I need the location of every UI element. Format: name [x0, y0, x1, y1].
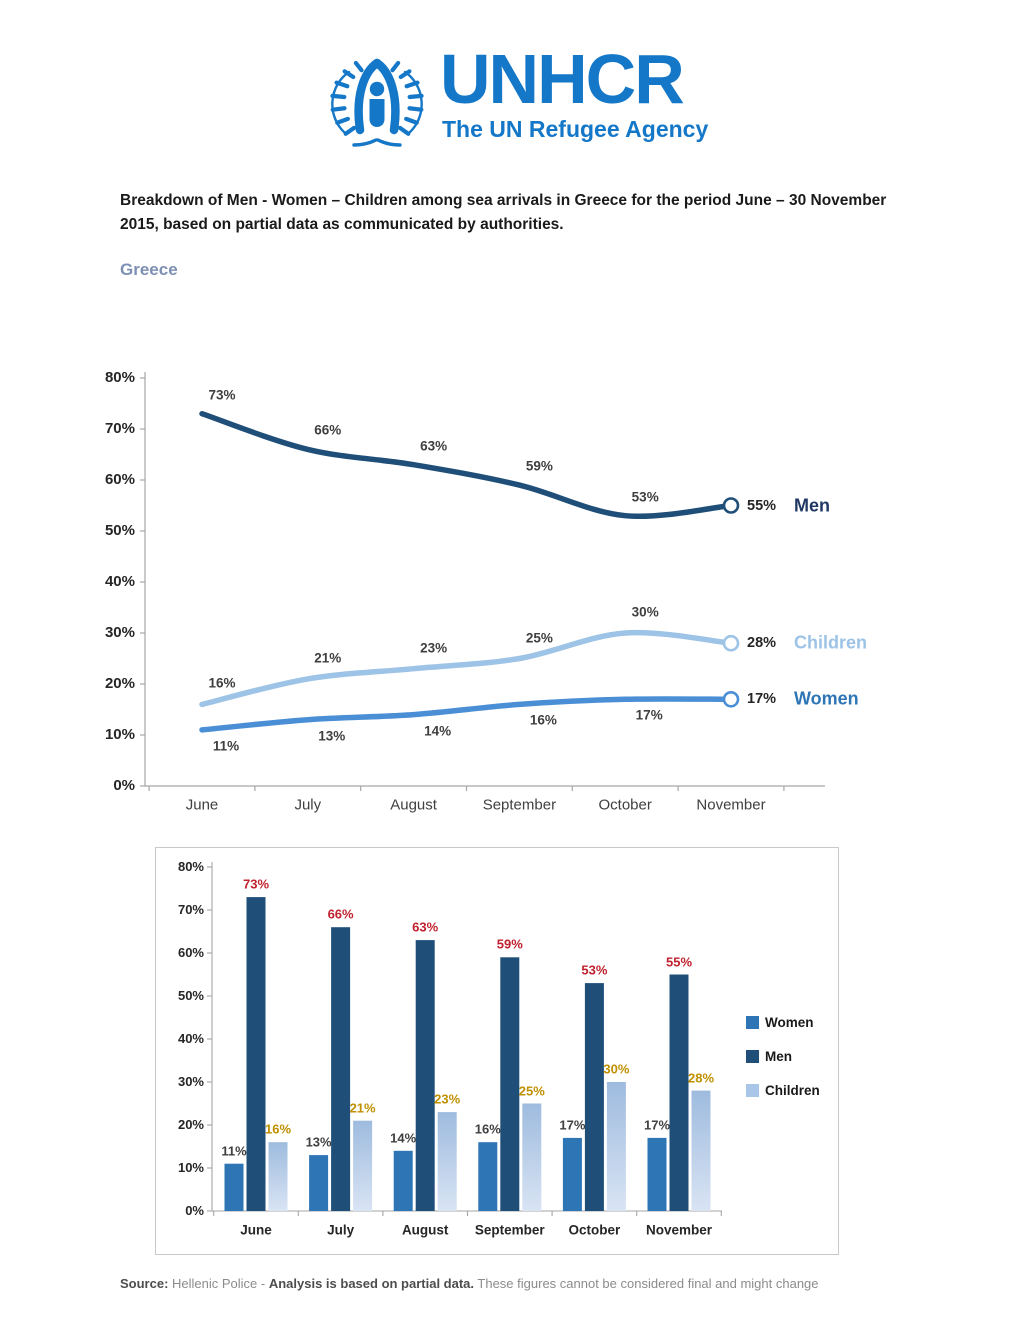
bar-label-women: 17% [559, 1117, 586, 1133]
bar-label-men: 53% [581, 962, 608, 978]
y-axis-tick-label: 80% [104, 369, 135, 386]
data-label-men: 66% [314, 422, 342, 438]
bar-women-november [648, 1138, 667, 1211]
source-prefix: Source: [120, 1276, 169, 1291]
source-note [120, 1276, 920, 1291]
data-label-children: 30% [631, 604, 659, 620]
y-axis-tick-label: 40% [104, 573, 135, 590]
y-axis-tick-label: 50% [104, 522, 135, 539]
bar-x-axis-month-label: August [401, 1222, 449, 1238]
page-title: Breakdown of Men - Women – Children among sea arrivals in Greece for the period June – 30 November 2015, based on partial data as communicated by authorities. [120, 192, 887, 234]
legend-label-children: Children [765, 1083, 820, 1098]
bar-women-october [563, 1138, 582, 1211]
bar-y-axis-tick-label: 60% [177, 945, 204, 960]
bar-children-july [353, 1121, 372, 1211]
data-label-women: 11% [212, 738, 240, 754]
logo-tagline: The UN Refugee Agency [442, 116, 709, 142]
x-axis-month-label: October [598, 796, 652, 814]
x-axis-month-label: September [482, 796, 557, 814]
data-label-women: 14% [424, 723, 452, 739]
bar-label-women: 11% [221, 1143, 247, 1159]
data-label-women: 16% [529, 712, 557, 728]
bar-children-november [692, 1091, 711, 1211]
series-label-men: Men [794, 495, 830, 515]
series-label-women: Women [794, 688, 859, 709]
bar-label-women: 17% [643, 1117, 671, 1133]
bar-label-women: 13% [305, 1134, 332, 1150]
legend-swatch-men [746, 1050, 759, 1063]
region-label: Greece [120, 260, 178, 279]
bar-children-june [269, 1142, 288, 1211]
children-line [202, 633, 731, 705]
bar-children-september [522, 1104, 541, 1212]
bar-x-axis-month-label: June [240, 1222, 272, 1238]
legend-swatch-women [746, 1016, 759, 1029]
end-label-women: 17% [747, 691, 777, 708]
bar-y-axis-tick-label: 70% [177, 902, 204, 917]
bar-women-september [478, 1142, 497, 1211]
y-axis-tick-label: 60% [104, 471, 135, 488]
x-axis-month-label: August [390, 796, 437, 814]
data-label-men: 73% [208, 387, 236, 403]
end-label-men: 55% [747, 497, 777, 514]
bar-label-children: 16% [264, 1121, 292, 1137]
bar-x-axis-month-label: October [568, 1222, 621, 1238]
unhcr-logo [318, 40, 738, 155]
unhcr-emblem-icon [318, 50, 436, 150]
bar-x-axis-month-label: September [474, 1222, 545, 1238]
bar-chart-canvas [156, 848, 838, 1254]
data-label-children: 21% [314, 650, 342, 666]
bar-x-axis-month-label: July [327, 1222, 355, 1238]
source-bold-note: Analysis is based on partial data. [268, 1276, 475, 1291]
bar-label-women: 16% [474, 1121, 501, 1137]
bar-men-june [247, 897, 266, 1211]
bar-y-axis-tick-label: 40% [177, 1031, 204, 1046]
bar-label-men: 59% [496, 936, 523, 952]
y-axis-tick-label: 0% [113, 777, 135, 794]
y-axis-tick-label: 20% [104, 675, 135, 692]
logo-wordmark: UNHCR [440, 40, 683, 118]
data-label-children: 25% [525, 630, 553, 645]
bar-label-men: 55% [665, 954, 693, 969]
legend-item-women [746, 1015, 814, 1030]
bar-label-children: 25% [518, 1083, 545, 1098]
end-label-children: 28% [747, 635, 777, 652]
data-label-men: 59% [525, 458, 553, 474]
y-axis-tick-label: 70% [104, 420, 135, 437]
legend-label-men: Men [765, 1049, 792, 1064]
y-axis-tick-label: 10% [104, 726, 135, 743]
bar-women-august [394, 1151, 413, 1211]
legend-item-children [746, 1083, 820, 1098]
bar-children-august [438, 1112, 457, 1211]
legend-label-women: Women [765, 1015, 814, 1030]
bar-label-children: 28% [687, 1070, 715, 1086]
bar-label-men: 73% [242, 876, 270, 892]
bar-women-june [225, 1164, 244, 1211]
legend-item-men [746, 1049, 792, 1064]
x-axis-month-label: July [294, 796, 322, 814]
bar-y-axis-tick-label: 20% [177, 1117, 204, 1132]
bar-men-november [670, 975, 689, 1212]
x-axis-month-label: November [696, 796, 766, 814]
bar-x-axis-month-label: November [645, 1222, 713, 1238]
bar-chart [155, 847, 839, 1255]
legend-swatch-children [746, 1084, 759, 1097]
source-disclaimer: These figures cannot be considered final and might change [474, 1276, 819, 1291]
data-label-men: 53% [631, 489, 659, 505]
bar-y-axis-tick-label: 80% [177, 859, 204, 874]
data-label-women: 17% [635, 707, 663, 723]
series-label-children: Children [794, 632, 868, 653]
bar-y-axis-tick-label: 10% [177, 1160, 204, 1175]
y-axis-tick-label: 30% [104, 624, 135, 641]
children-end-marker [724, 636, 738, 650]
source-agency: Hellenic Police - [168, 1276, 269, 1291]
data-label-men: 63% [420, 438, 448, 454]
women-end-marker [724, 692, 738, 706]
bar-y-axis-tick-label: 50% [177, 988, 204, 1003]
bar-men-september [500, 957, 519, 1211]
line-chart-canvas [90, 358, 920, 828]
bar-label-children: 23% [434, 1091, 461, 1107]
bar-y-axis-tick-label: 0% [185, 1203, 204, 1218]
bar-label-men: 66% [327, 906, 354, 922]
data-label-women: 13% [318, 728, 346, 744]
bar-men-october [585, 983, 604, 1211]
line-chart [90, 358, 920, 828]
men-end-marker [724, 499, 738, 513]
x-axis-month-label: June [185, 796, 219, 814]
bar-label-men: 63% [412, 919, 439, 935]
data-label-children: 16% [208, 675, 236, 691]
bar-label-children: 21% [349, 1100, 376, 1116]
bar-label-children: 30% [603, 1061, 630, 1077]
bar-women-july [309, 1155, 328, 1211]
bar-y-axis-tick-label: 30% [177, 1074, 204, 1089]
data-label-children: 23% [420, 640, 448, 656]
bar-children-october [607, 1082, 626, 1211]
bar-men-july [331, 927, 350, 1211]
bar-label-women: 14% [390, 1130, 417, 1146]
bar-men-august [416, 940, 435, 1211]
